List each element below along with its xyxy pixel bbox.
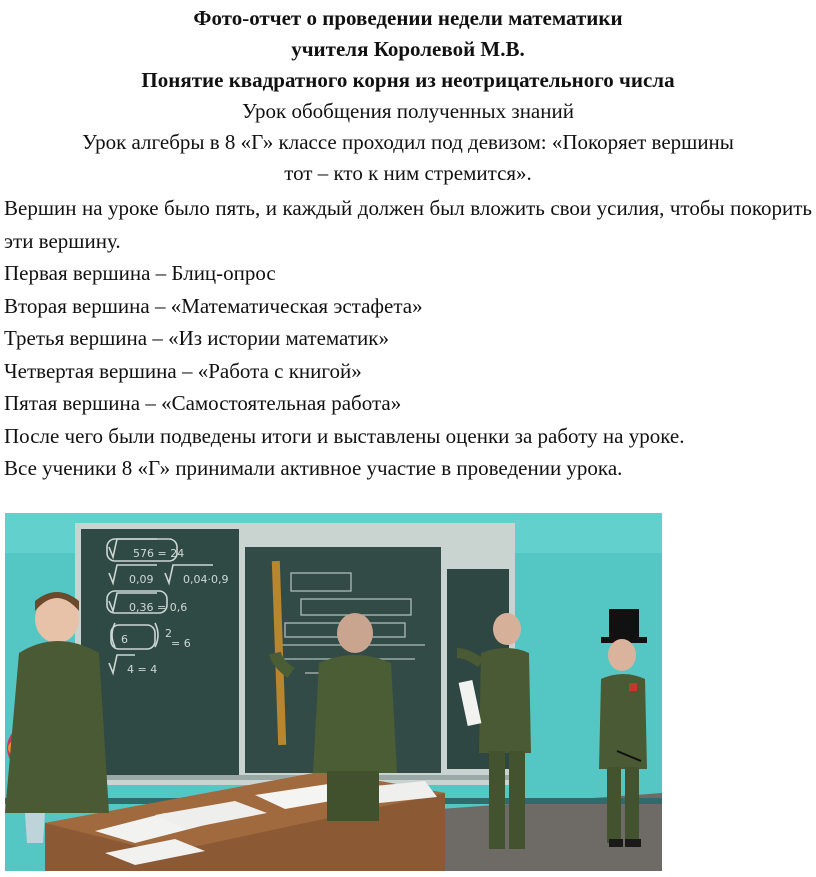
svg-text:576 = 24: 576 = 24: [133, 547, 185, 560]
lesson-type: Урок обобщения полученных знаний: [242, 99, 574, 123]
list-item: Первая вершина – Блиц-опрос: [4, 261, 276, 285]
lesson-motto-line-1: Урок алгебры в 8 «Г» классе проходил под девизом: «Покоряет вершины: [82, 130, 734, 154]
svg-text:4 = 4: 4 = 4: [127, 663, 158, 676]
classroom-photo: [5, 513, 662, 871]
list-item: Четвертая вершина – «Работа с книгой»: [4, 358, 362, 383]
document-body: [4, 192, 812, 485]
list-item: Вторая вершина – «Математическая эстафета»: [4, 293, 423, 318]
svg-text:0,04·0,9: 0,04·0,9: [183, 573, 229, 586]
svg-text:= 6: = 6: [171, 637, 191, 650]
report-title: Фото-отчет о проведении недели математики: [193, 6, 623, 30]
svg-text:0,09: 0,09: [129, 573, 154, 586]
closing-paragraph: Все ученики 8 «Г» принимали активное участие в проведении урока.: [4, 456, 623, 480]
svg-text:6: 6: [121, 633, 128, 646]
summary-paragraph: После чего были подведены итоги и выставлены оценки за работу на уроке.: [4, 423, 685, 448]
list-item: Пятая вершина – «Самостоятельная работа»: [4, 391, 402, 415]
document-header: [0, 0, 816, 189]
intro-paragraph: Вершин на уроке было пять, и каждый должен был вложить свои усилия, чтобы покорить эти вершину.: [4, 196, 812, 253]
lesson-topic: Понятие квадратного корня из неотрицательного числа: [141, 68, 675, 92]
lesson-motto-line-2: тот – кто к ним стремится».: [284, 161, 532, 185]
classroom-photo-illustration: [5, 513, 662, 871]
svg-text:2: 2: [165, 627, 172, 640]
teacher-name: учителя Королевой М.В.: [291, 37, 525, 61]
svg-text:0,36 = 0,6: 0,36 = 0,6: [129, 601, 188, 614]
list-item: Третья вершина – «Из истории математик»: [4, 326, 389, 350]
chalkboard-left: [81, 529, 239, 779]
